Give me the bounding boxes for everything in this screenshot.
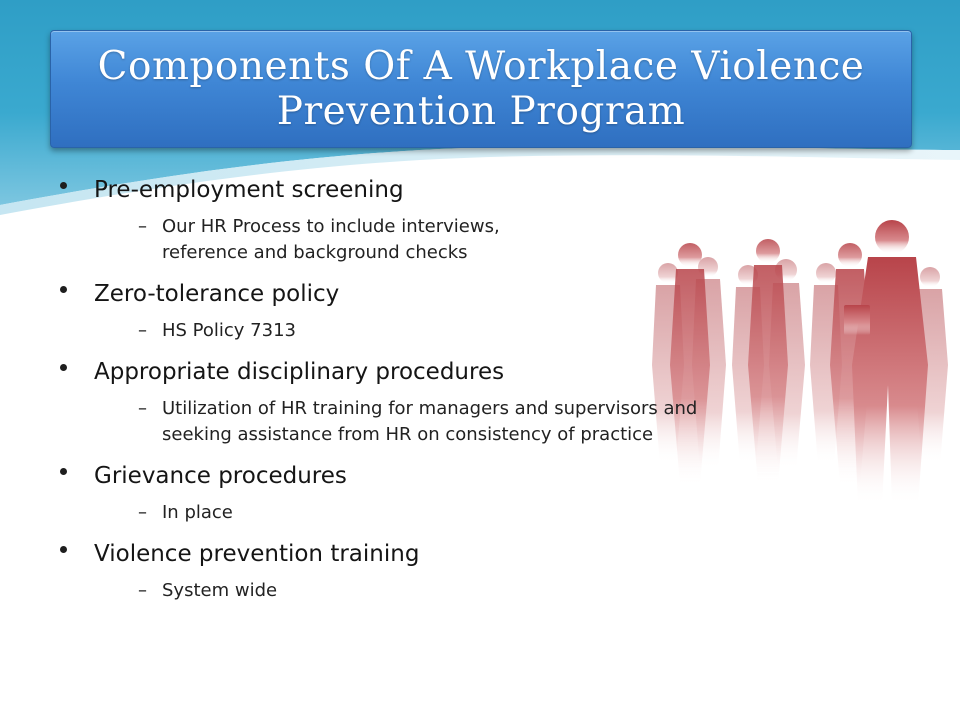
bullet-item: [58, 172, 858, 266]
bullet-item: [58, 276, 858, 344]
title-banner: [50, 30, 912, 148]
sub-bullet: [94, 214, 858, 266]
bullet-dot-icon: [60, 182, 67, 189]
bullet-dot-icon: [60, 546, 67, 553]
slide-title-line-2: Prevention Program: [276, 89, 686, 134]
bullet-text: Appropriate disciplinary procedures: [94, 359, 505, 385]
bullet-item: [58, 536, 858, 604]
bullet-dot-icon: [60, 468, 67, 475]
slide-title: [98, 44, 865, 134]
slide-title-line-1: Components Of A Workplace Violence: [97, 44, 865, 89]
bullet-dot-icon: [60, 364, 67, 371]
sub-bullet-line: In place: [162, 502, 233, 523]
sub-bullet-line: seeking assistance from HR on consistency of practice: [162, 424, 654, 445]
sub-bullet-line: Our HR Process to include interviews,: [162, 216, 500, 237]
sub-bullet-line: System wide: [162, 580, 278, 601]
sub-bullet-line: reference and background checks: [162, 242, 468, 263]
sub-bullet-line: HS Policy 7313: [162, 320, 296, 341]
sub-bullet-line: Utilization of HR training for managers and supervisors and: [162, 398, 698, 419]
bullet-text: Violence prevention training: [94, 541, 420, 567]
sub-bullet: [94, 500, 858, 526]
sub-bullet: [94, 318, 858, 344]
bullet-item: [58, 458, 858, 526]
bullet-item: [58, 354, 858, 448]
bullet-text: Pre-employment screening: [94, 177, 404, 203]
sub-bullet: [94, 396, 858, 448]
bullet-dot-icon: [60, 286, 67, 293]
dash-icon: –: [138, 580, 147, 601]
sub-bullet: [94, 578, 858, 604]
dash-icon: –: [138, 320, 147, 341]
bullet-text: Grievance procedures: [94, 463, 347, 489]
dash-icon: –: [138, 216, 147, 237]
dash-icon: –: [138, 398, 147, 419]
bullet-list: [58, 172, 858, 614]
bullet-text: Zero-tolerance policy: [94, 281, 340, 307]
dash-icon: –: [138, 502, 147, 523]
